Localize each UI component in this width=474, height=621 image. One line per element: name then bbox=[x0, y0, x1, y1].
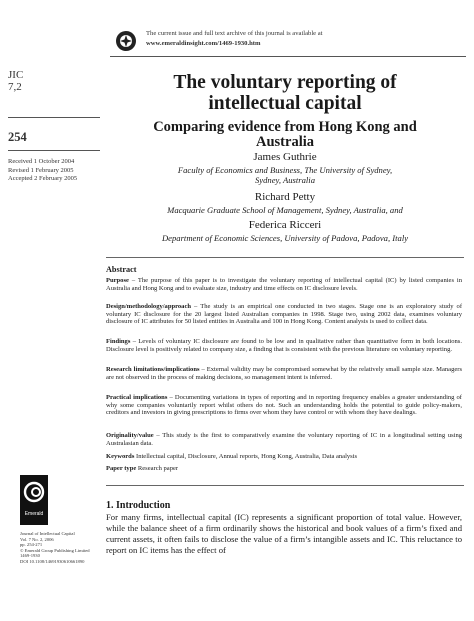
abstract-findings bbox=[106, 338, 462, 353]
page-number: 254 bbox=[8, 130, 27, 144]
article-title bbox=[110, 72, 460, 114]
abstract-purpose bbox=[106, 277, 462, 292]
author-name: Richard Petty bbox=[254, 191, 316, 203]
affiliation-line: Sydney, Australia bbox=[255, 175, 315, 185]
title-line: intellectual capital bbox=[208, 93, 362, 114]
author-affiliation: Macquarie Graduate School of Management, Sydney, Australia, and bbox=[167, 205, 403, 215]
title-line: The voluntary reporting of bbox=[173, 72, 397, 93]
introduction-paragraph: For many firms, intellectual capital (IC) represents a significant proportion of total value. However, while the balance sheet of a firm ordinarily shows the historical and book values of a firm’s fixed and current assets, it often fails to disclose the value of a firm’s intangible assets and IC. This reluctance to report on IC items has the effect of bbox=[106, 512, 462, 555]
introduction-heading: 1. Introduction bbox=[106, 500, 171, 511]
section-label: Originality/value bbox=[106, 432, 154, 439]
revised-date: Revised 1 February 2005 bbox=[8, 166, 74, 174]
affiliation-line: Faculty of Economics and Business, The University of Sydney, bbox=[177, 165, 393, 175]
margin-divider bbox=[8, 117, 100, 118]
author-name: Federica Ricceri bbox=[248, 219, 322, 231]
abstract-heading: Abstract bbox=[106, 265, 137, 274]
section-text: – This study is the first to comparatively examine the voluntary reporting of IC in a longitudinal setting using Australasian data. bbox=[106, 432, 462, 447]
abstract-design bbox=[106, 303, 462, 326]
section-label: Findings bbox=[106, 338, 131, 345]
section-label: Keywords bbox=[106, 453, 135, 460]
section-text: – Documenting variations in types of reporting and in reporting frequency enables a greater understanding of why some companies voluntarily report whilst others do not. Such an understanding holds the potential to guide policy-makers, creditors and investors in giving prescriptions to firms over whom they have control or with whom they have dealings. bbox=[106, 394, 462, 417]
citation-line: DOI 10.1108/14691930610661890 bbox=[20, 558, 85, 564]
author-affiliation bbox=[110, 165, 460, 185]
emerald-swirl-icon bbox=[20, 475, 48, 509]
citation-line: 1469-1930 bbox=[20, 553, 40, 559]
section-text: – Levels of voluntary IC disclosure are found to be low and in qualitative rather than quantitative form in both locations. Disclosure level is positively related to company size, a finding that is consistent with the previous literature on voluntary reporting. bbox=[106, 338, 462, 353]
subtitle-line: Australia bbox=[256, 134, 314, 150]
author-name: James Guthrie bbox=[253, 151, 317, 163]
archive-url-link[interactable]: www.emeraldinsight.com/1469-1930.htm bbox=[146, 40, 261, 47]
section-text: Research paper bbox=[136, 465, 179, 472]
abstract-originality bbox=[106, 432, 462, 447]
header-divider bbox=[110, 56, 466, 57]
abstract-practical bbox=[106, 394, 462, 417]
abstract-divider bbox=[106, 257, 464, 258]
citation-line: pp. 254-271 bbox=[20, 542, 43, 548]
section-text: – The study is an empirical one conducted in two stages. Stage one is an exploratory study of voluntary IC disclosure for the 20 largest listed Australian companies in 1998. Stage two, using 2002 data, examines voluntary disclosure of IC attributes for 50 listed entities in Australia and 100 in Hong Kong. Content analysis is used to collect data. bbox=[106, 303, 462, 326]
author-affiliation: Department of Economic Sciences, University of Padova, Padova, Italy bbox=[161, 233, 409, 243]
accepted-date: Accepted 2 February 2005 bbox=[8, 175, 78, 183]
section-text: Intellectual capital, Disclosure, Annual reports, Hong Kong, Australia, Data analysis bbox=[134, 453, 358, 460]
emerald-insight-icon bbox=[115, 30, 137, 52]
section-text: – External validity may be compromised somewhat by the relatively small sample size. Managers are not observed in the process of making decisions, so management intent is inferred. bbox=[106, 366, 462, 381]
citation-line: Vol. 7 No. 2, 2006 bbox=[20, 536, 54, 542]
subtitle-line: Comparing evidence from Hong Kong and bbox=[153, 119, 417, 135]
emerald-logo-text: Emerald bbox=[24, 511, 44, 517]
citation-block bbox=[20, 531, 104, 565]
abstract-keywords bbox=[106, 453, 462, 461]
article-history bbox=[8, 158, 77, 184]
section-label: Design/methodology/approach bbox=[106, 303, 191, 310]
section-label: Practical implications bbox=[106, 394, 168, 401]
received-date: Received 1 October 2004 bbox=[8, 158, 75, 165]
section-label: Purpose bbox=[106, 277, 129, 284]
abstract-divider bbox=[106, 485, 464, 486]
margin-divider bbox=[8, 150, 100, 151]
abstract-limitations bbox=[106, 366, 462, 381]
volume-issue: 7,2 bbox=[8, 81, 22, 93]
citation-line: © Emerald Group Publishing Limited bbox=[20, 547, 90, 553]
section-label: Research limitations/implications bbox=[106, 366, 200, 373]
archive-notice: The current issue and full text archive of this journal is available at bbox=[146, 30, 323, 37]
journal-abbrev: JIC bbox=[8, 69, 24, 81]
article-subtitle bbox=[110, 120, 460, 150]
journal-volume bbox=[8, 69, 23, 93]
citation-line: Journal of Intellectual Capital bbox=[20, 531, 75, 536]
section-label: Paper type bbox=[106, 465, 137, 472]
section-text: – The purpose of this paper is to investigate the voluntary reporting of intellectual capital (IC) by listed companies in Australia and Hong Kong and to evaluate size, industry and time effects on IC disclosure levels. bbox=[106, 277, 462, 292]
abstract-paper-type bbox=[106, 465, 462, 473]
emerald-logo bbox=[20, 475, 48, 525]
